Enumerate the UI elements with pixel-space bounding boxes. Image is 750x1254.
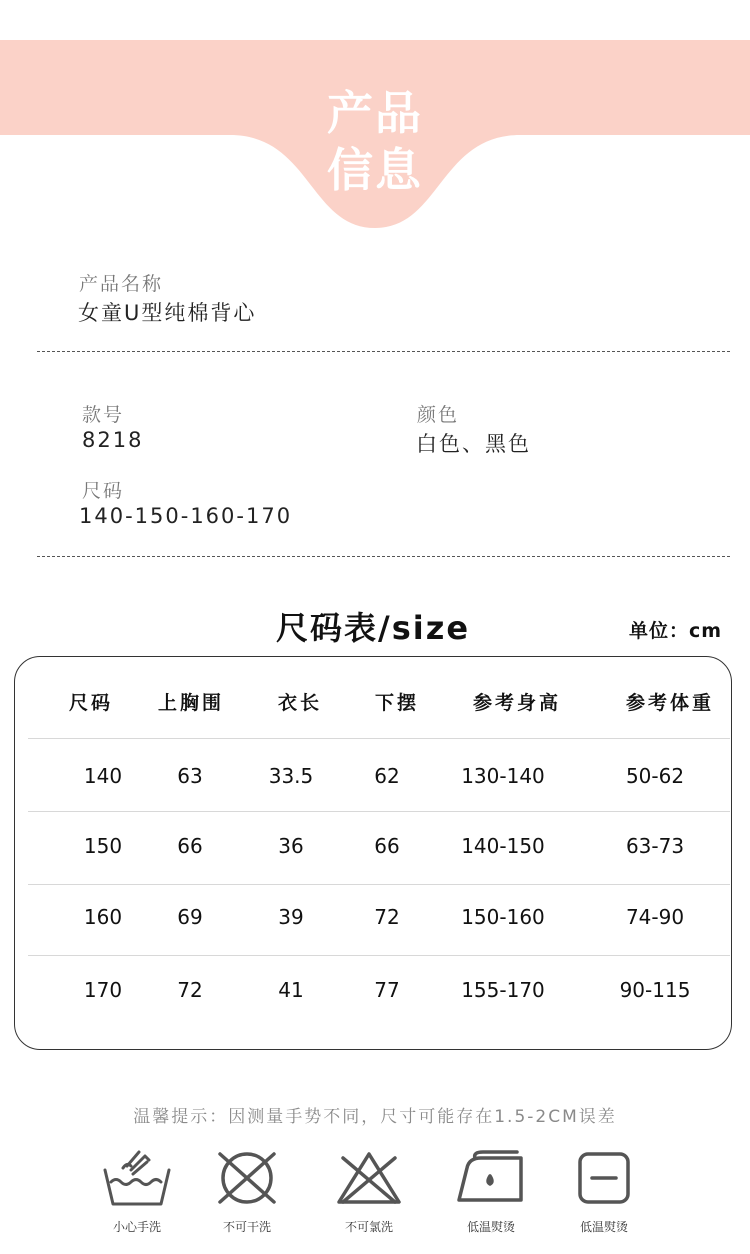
- table-cell: 160: [83, 905, 123, 929]
- divider: [37, 556, 730, 557]
- table-cell: 63-73: [625, 834, 685, 858]
- table-cell: 130-140: [461, 764, 545, 788]
- unit-label: 单位：cm: [629, 620, 723, 642]
- table-header-cell: 尺码: [68, 692, 114, 714]
- table-cell: 62: [374, 764, 400, 788]
- table-cell: 39: [278, 905, 304, 929]
- header-title-line2: 信息: [327, 143, 423, 197]
- size-label: 尺码: [82, 480, 125, 502]
- table-row-divider: [28, 955, 730, 956]
- table-row-divider: [28, 811, 730, 812]
- table-cell: 63: [177, 764, 203, 788]
- measurement-note: 温馨提示：因测量手势不同，尺寸可能存在1.5-2CM误差: [133, 1107, 617, 1127]
- product-name-label: 产品名称: [79, 273, 164, 295]
- table-cell: 36: [278, 834, 304, 858]
- style-number-label: 款号: [82, 404, 125, 426]
- table-cell: 41: [278, 978, 304, 1002]
- care-label: 小心手洗: [112, 1220, 161, 1234]
- low-iron-icon: [453, 1148, 529, 1208]
- table-cell: 170: [83, 978, 123, 1002]
- no-bleach-icon: [333, 1148, 405, 1208]
- table-cell: 77: [374, 978, 400, 1002]
- table-header-cell: 上胸围: [157, 692, 225, 714]
- care-label: 低温熨烫: [579, 1220, 628, 1234]
- table-cell: 150: [83, 834, 123, 858]
- table-header-cell: 衣长: [277, 692, 323, 714]
- divider: [37, 351, 730, 352]
- table-row-divider: [28, 738, 730, 739]
- line-dry-icon: [576, 1148, 632, 1208]
- care-item: [324, 1148, 414, 1235]
- table-cell: 33.5: [268, 764, 314, 788]
- care-label: 不可干洗: [222, 1220, 271, 1234]
- color-value: 白色、黑色: [416, 432, 531, 456]
- table-cell: 66: [374, 834, 400, 858]
- table-header-cell: 参考体重: [625, 692, 715, 714]
- hand-wash-icon: [101, 1148, 173, 1208]
- table-cell: 72: [177, 978, 203, 1002]
- table-cell: 140: [83, 764, 123, 788]
- product-name-value: 女童U型纯棉背心: [78, 301, 257, 325]
- table-cell: 90-115: [619, 978, 691, 1002]
- care-item: [559, 1148, 649, 1235]
- table-cell: 74-90: [625, 905, 685, 929]
- size-value: 140-150-160-170: [79, 504, 293, 528]
- care-label: 不可氯洗: [344, 1220, 393, 1234]
- table-cell: 50-62: [625, 764, 685, 788]
- table-cell: 69: [177, 905, 203, 929]
- header-title-line1: 产品: [327, 86, 423, 140]
- style-number-value: 8218: [82, 428, 144, 452]
- table-row-divider: [28, 884, 730, 885]
- table-header-cell: 参考身高: [472, 692, 562, 714]
- table-header-cell: 下摆: [374, 692, 420, 714]
- color-label: 颜色: [417, 404, 460, 426]
- table-cell: 72: [374, 905, 400, 929]
- no-tumble-dry-icon: [214, 1148, 280, 1208]
- care-item: [202, 1148, 292, 1235]
- care-item: [92, 1148, 182, 1235]
- table-cell: 66: [177, 834, 203, 858]
- table-cell: 150-160: [461, 905, 545, 929]
- care-label: 低温熨烫: [466, 1220, 515, 1234]
- table-cell: 155-170: [461, 978, 545, 1002]
- care-item: [446, 1148, 536, 1235]
- table-cell: 140-150: [461, 834, 545, 858]
- size-table-title: 尺码表/size: [276, 609, 471, 647]
